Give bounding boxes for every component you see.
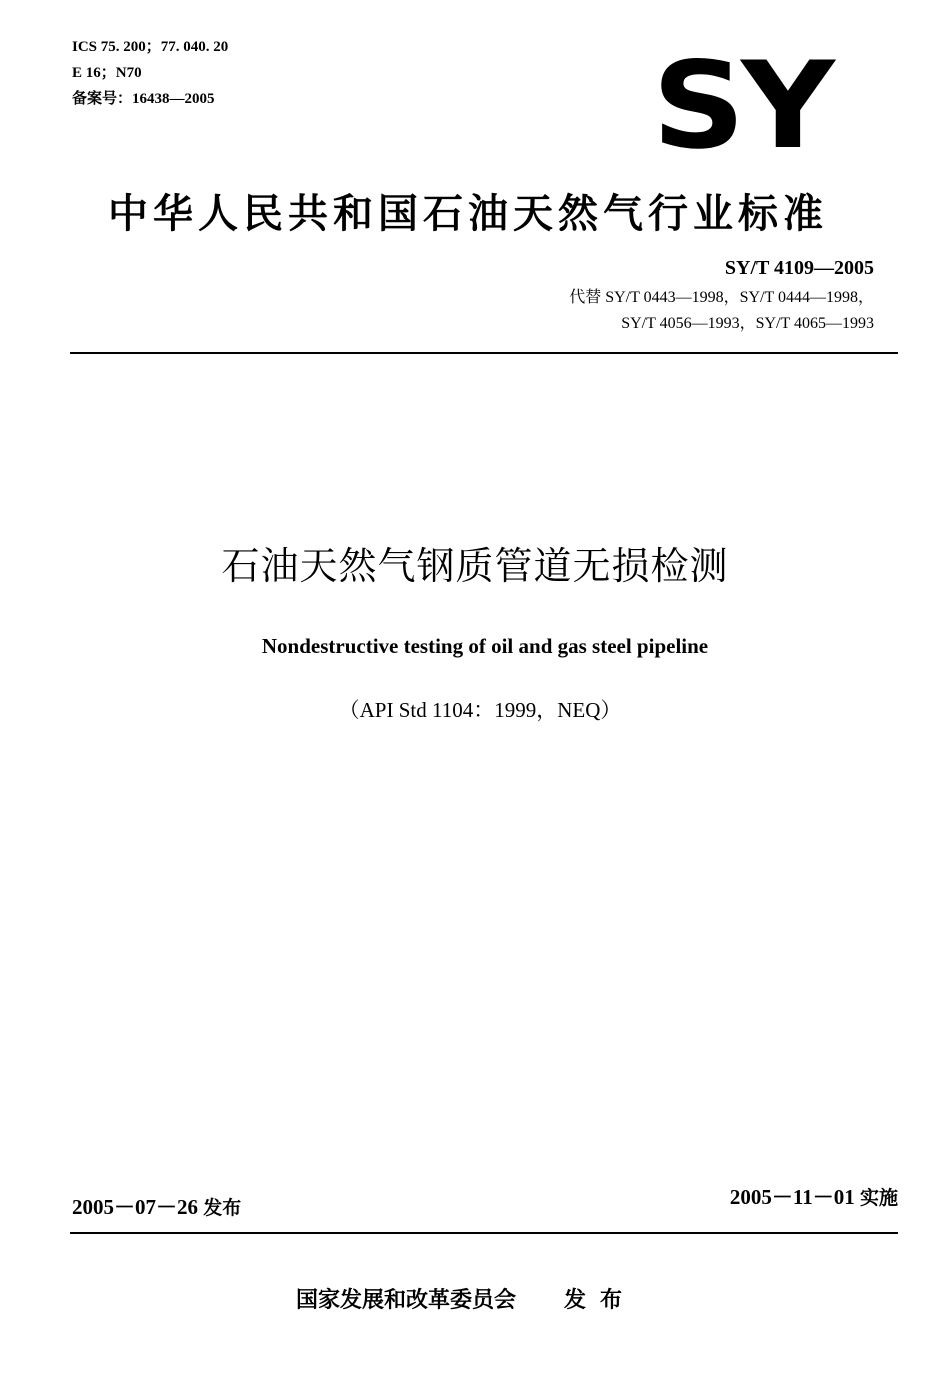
document-equivalence: （API Std 1104：1999，NEQ） <box>338 698 622 722</box>
issue-date-block <box>72 1194 241 1221</box>
classification-code: E 16；N70 <box>72 65 142 81</box>
replaces-line-1: 代替 SY/T 0443—1998，SY/T 0444—1998， <box>569 289 874 306</box>
implementation-date-label: 实施 <box>859 1187 898 1209</box>
replaces-line-2: SY/T 4056—1993，SY/T 4065—1993 <box>621 315 874 332</box>
ics-code: ICS 75. 200；77. 040. 20 <box>72 39 229 55</box>
issuer-action: 发布 <box>564 1288 637 1313</box>
issuer-block <box>296 1286 636 1316</box>
record-number: 备案号：16438—2005 <box>72 91 215 107</box>
standard-category-title: 中华人民共和国石油天然气行业标准 <box>108 191 828 237</box>
implementation-date-block <box>730 1184 898 1211</box>
issue-date: 2005－07－26 <box>72 1195 198 1219</box>
header-divider <box>70 352 898 354</box>
implementation-date: 2005－11－01 <box>729 1185 855 1209</box>
issue-date-label: 发布 <box>203 1197 242 1219</box>
document-title-chinese: 石油天然气钢质管道无损检测 <box>221 544 729 588</box>
document-title-english: Nondestructive testing of oil and gas steel pipeline <box>261 634 709 658</box>
footer-divider <box>70 1232 898 1234</box>
issuer-organization: 国家发展和改革委员会 <box>296 1288 517 1313</box>
standard-number: SY/T 4109—2005 <box>724 257 874 279</box>
sy-logo: SY <box>652 37 831 176</box>
